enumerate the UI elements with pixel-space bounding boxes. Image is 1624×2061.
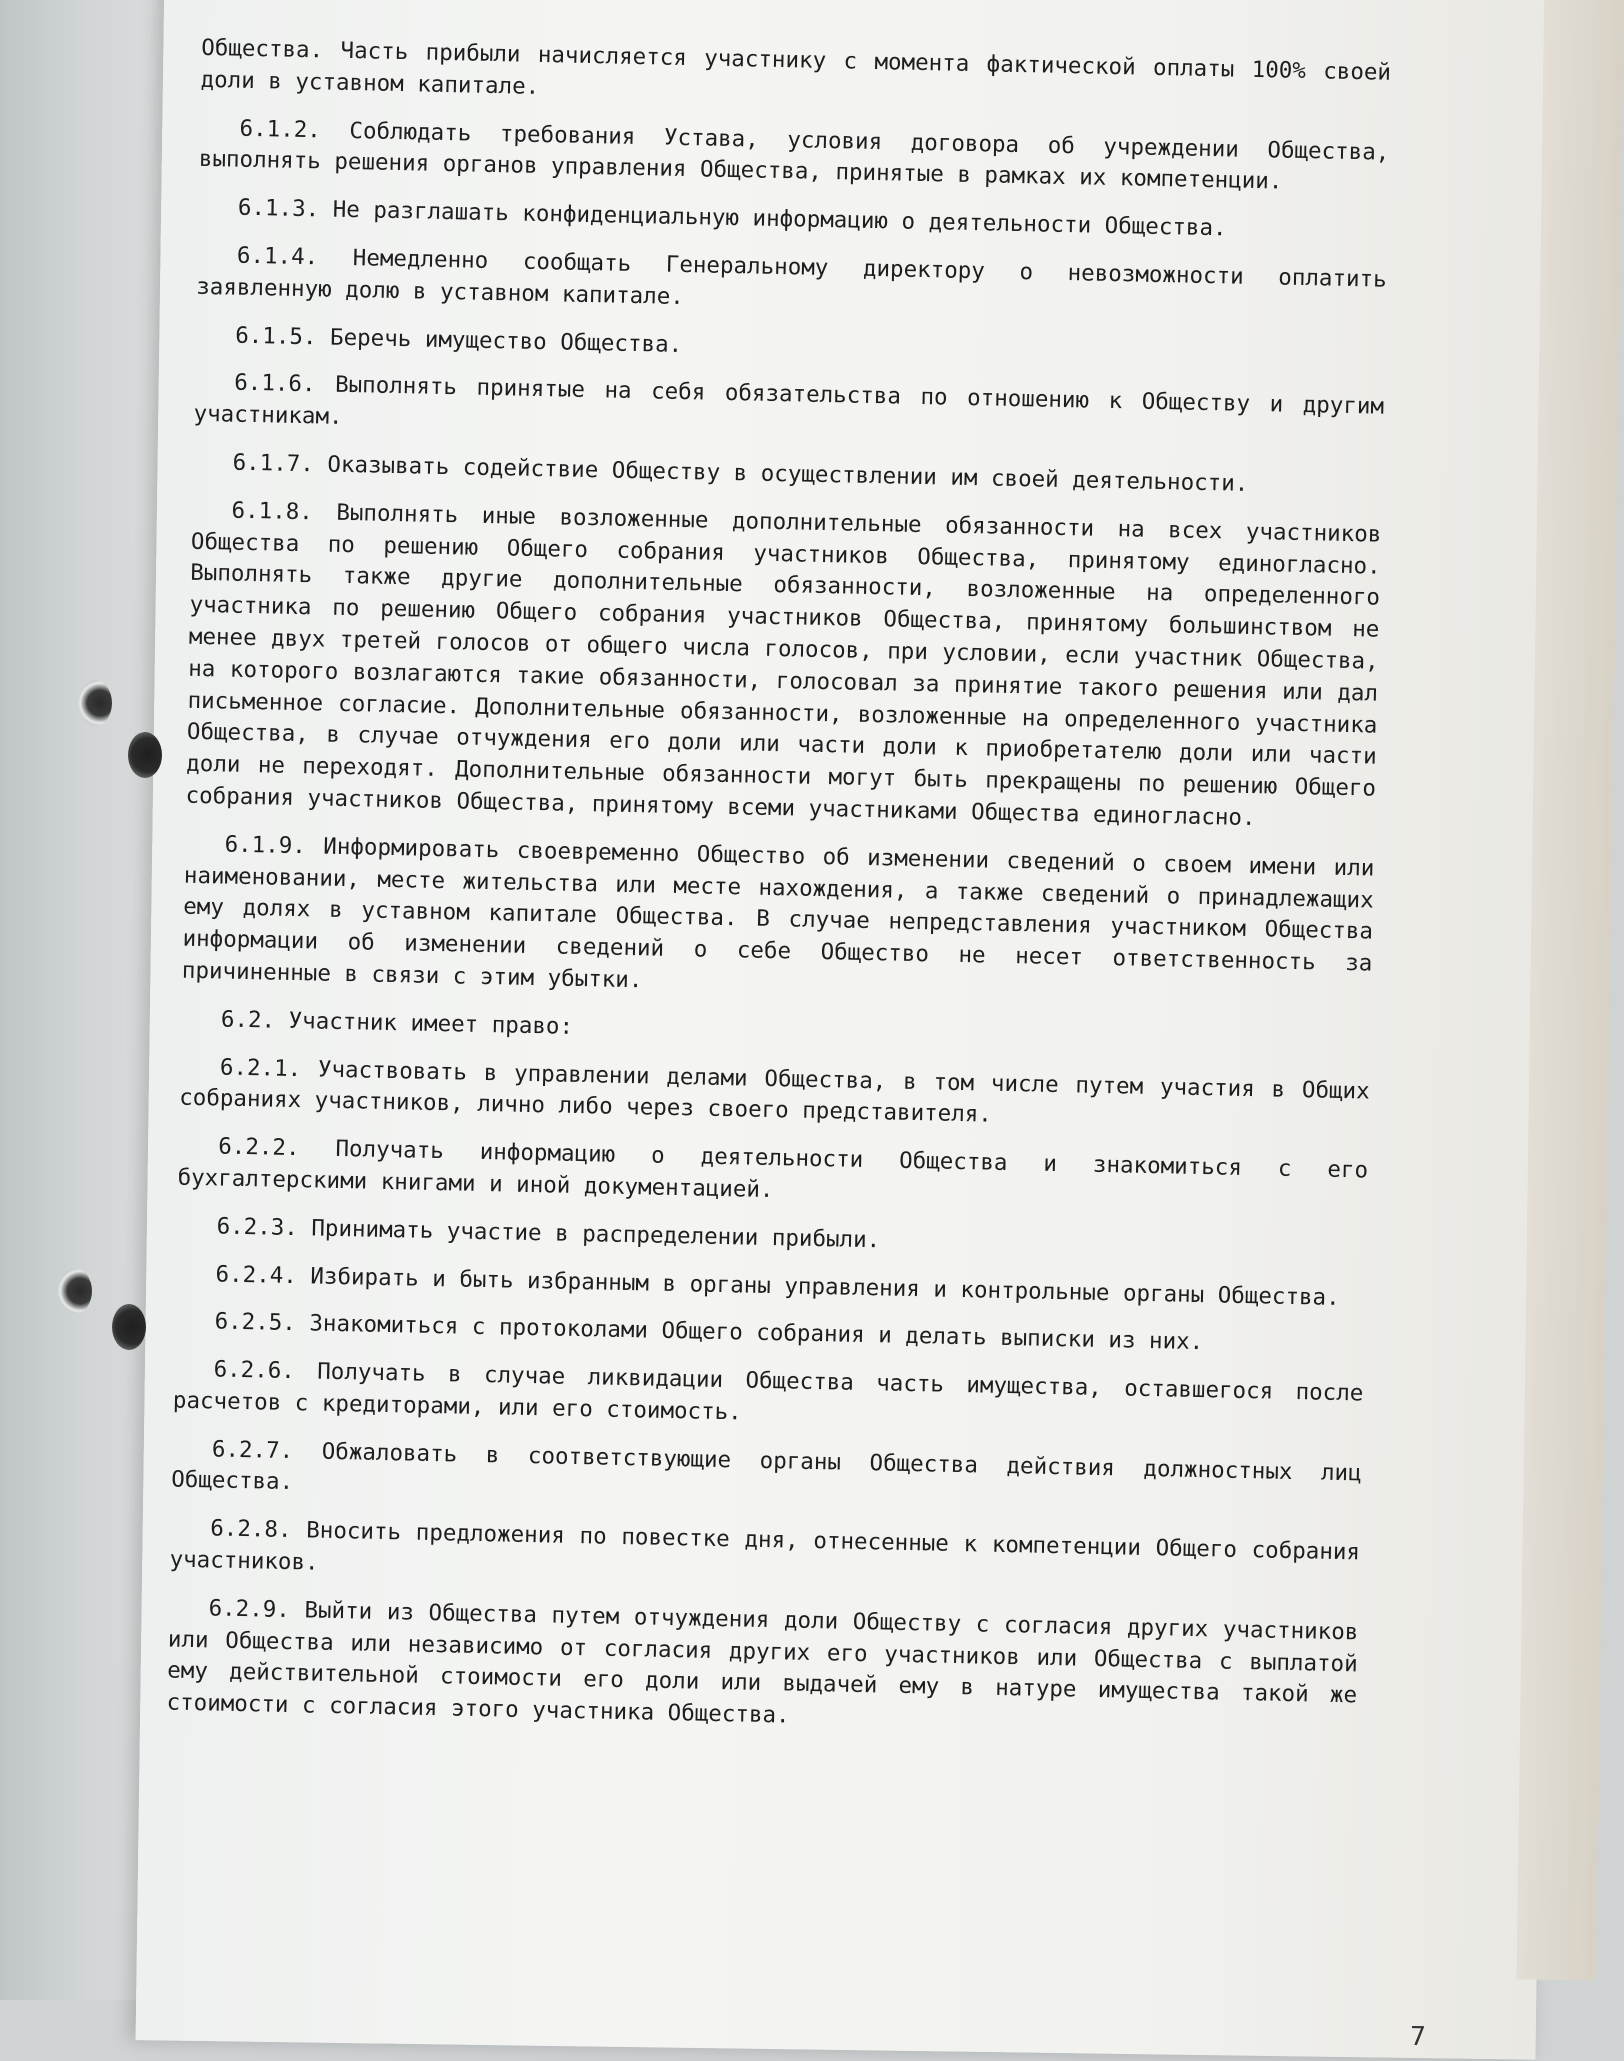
paragraph-6-2-3: 6.2.3. Принимать участие в распределении прибыли. [216, 1213, 881, 1254]
paragraph-6-2-6: 6.2.6. Получать в случае ликвидации Общества часть имущества, оставшегося после расчетов с кредиторами, или его стоимость. [172, 1356, 1364, 1426]
paragraph-6-2-7: 6.2.7. Обжаловать в соответствующие органы Общества действия должностных лиц Общества. [170, 1436, 1362, 1496]
page-edge [1517, 0, 1624, 1981]
punch-hole [112, 1304, 146, 1350]
paragraph-6-2: 6.2. Участник имеет право: [220, 1006, 574, 1040]
paragraph-6-1-7: 6.1.7. Оказывать содействие Обществу в осуществлении им своей деятельности. [232, 449, 1249, 497]
document-body [166, 33, 1391, 1761]
paragraph-6-1-8: 6.1.8. Выполнять иные возложенные дополнительные обязанности на всех участников Общества по решению Общего собрания участников Общества, принятому единогласно. Выполнять также другие дополнительные обязанности, возложенные на определенного участника по решению Общего собрания участников Общества, принятому большинством не менее двух третей голосов от общего числа голосов, при условии, если участник Общества, на которого возлагаются такие обязанности, голосовал за принятие такого решения или дал письменное согласие. Дополнительные обязанности, возложенные на определенного участника Общества, в случае отчуждения его доли или части доли к приобретателю доли или части доли не переходят. Дополнительные обязанности могут быть прекращены по решению Общего собрания участников Общества, принятому всеми участниками Общества единогласно. [185, 497, 1382, 832]
paragraph-6-2-8: 6.2.8. Вносить предложения по повестке дня, отнесенные к компетенции Общего собрания участников. [169, 1515, 1361, 1576]
paragraph-6-1-2: 6.1.2. Соблюдать требования Устава, условия договора об учреждении Общества, выполнять решения органов управления Общества, принятые в рамках их компетенции. [198, 115, 1390, 195]
page-number: 7 [1409, 2021, 1426, 2053]
paragraph-6-1-3: 6.1.3. Не разглашать конфиденциальную информацию о деятельности Общества. [237, 194, 1227, 242]
paragraph-6-1-9: 6.1.9. Информировать своевременно Общество об изменении сведений о своем имени или наименовании, месте жительства или месте нахождения, а также сведений о принадлежащих ему долях в уставном капитале Общества. В случае непредставления участником Общества информации об изменении сведений о себе Общество не несет ответственность за причиненные в связи с этим убытки. [181, 831, 1375, 994]
paragraph-6-2-2: 6.2.2. Получать информацию о деятельности Общества и знакомиться с его бухгалтерскими книгами и иной документацией. [177, 1133, 1369, 1203]
punch-hole [58, 1268, 92, 1314]
paragraph-6-1-6: 6.1.6. Выполнять принятые на себя обязательства по отношению к Обществу и другим участникам. [193, 369, 1385, 431]
paragraph-6-2-1: 6.2.1. Участвовать в управлении делами Общества, в том числе путем участия в Общих собраниях участников, лично либо через своего представителя. [178, 1053, 1370, 1128]
paragraph-6-2-5: 6.2.5. Знакомиться с протоколами Общего собрания и делать выписки из них. [214, 1308, 1204, 1356]
paragraph-6-2-9: 6.2.9. Выйти из Общества путем отчуждения доли Обществу с согласия других участников или Общества или независимо от согласия других его участников или Общества с выплатой ему действительной стоимости его доли или выдачей ему в натуре имущества такой же стоимости с согласия этого участника Общества. [166, 1595, 1359, 1729]
paragraph-6-1-5: 6.1.5. Беречь имущество Общества. [234, 322, 683, 358]
paragraph-6-1-4: 6.1.4. Немедленно сообщать Генеральному директору о невозможности оплатить заявленную долю в уставном капитале. [195, 242, 1387, 310]
paragraph-6-2-4: 6.2.4. Избирать и быть избранным в органы управления и контрольные органы Общества. [215, 1260, 1340, 1311]
document-page [136, 0, 1565, 2060]
punch-hole [128, 732, 162, 778]
paragraph-continuation: Общества. Часть прибыли начисляется участнику с момента фактической оплаты 100% своей доли в уставном капитале. [200, 34, 1392, 100]
punch-hole [78, 680, 112, 726]
